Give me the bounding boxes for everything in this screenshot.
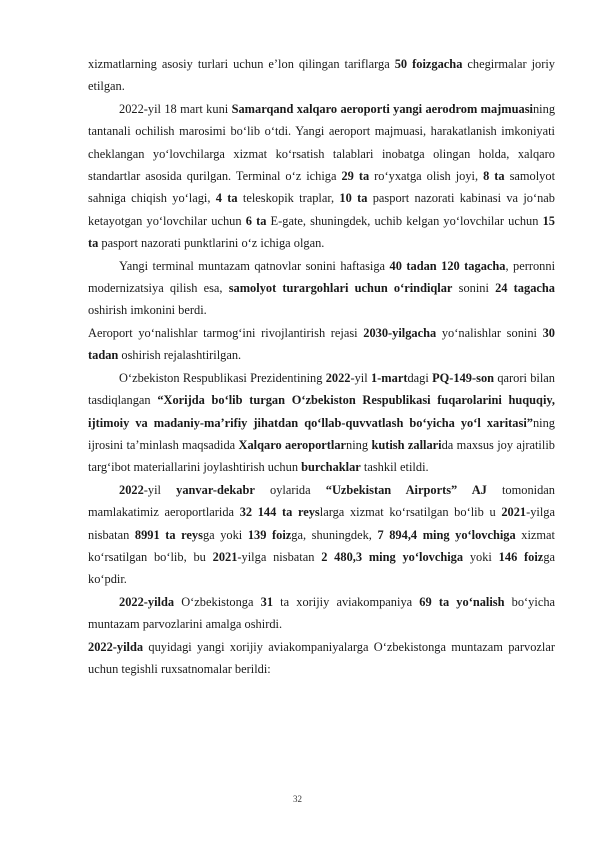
text-run: da maxsus joy ajratilib targ‘ibot materiallarini joylashtirish uchun [88,437,555,475]
bold-run: 4 ta [215,191,238,206]
bold-run: samolyot turargohlari uchun o‘rindiqlar [228,281,453,296]
text-run: pasport nazorati kabinasi va jo‘nab ketayotgan yo‘lovchilar uchun [88,191,555,228]
text-run: oshirish rejalashtirilgan. [118,348,242,363]
text-run: xizmatlarning asosiy turlari uchun e’lon qilingan tariflarga [88,57,395,71]
text-run: -yil [350,370,371,385]
document-body [88,53,555,680]
text-run: yoki [463,549,499,564]
bold-run: 1-mart [370,370,408,385]
text-run: , perronni modernizatsiya qilish esa, [88,258,556,296]
bold-run: 24 tagacha [495,281,555,296]
bold-run: 2021 [501,505,527,520]
text-run: ro‘yxatga olish joyi, [369,169,484,184]
bold-run: 32 144 ta reys [239,505,320,520]
bold-run: “Uzbekistan Airports” AJ [325,482,487,497]
bold-run: 40 tadan 120 tagacha [389,258,506,273]
bold-run: 6 ta [245,213,267,228]
text-run: sonini [452,281,496,296]
bold-run: 2022-yilda [119,594,175,609]
page-number: 32 [293,794,302,804]
text-run: ga, shuningdek, [291,527,378,542]
text-run: xizmat ko‘rsatilgan bo‘lib, bu [88,527,556,564]
text-run: oshirish imkonini berdi. [88,303,207,318]
bold-run: 2021 [212,549,238,564]
text-run: -yil [143,482,177,497]
text-run: O‘zbekistonga [174,594,261,609]
paragraph [88,367,555,479]
text-run: teleskopik traplar, [237,191,340,206]
bold-run: 29 ta [341,169,370,184]
text-run: oylarida [254,482,326,497]
text-run: E-gate, shuningdek, uchib kelgan yo‘lovchilar uchun [266,213,543,228]
paragraph [88,636,555,681]
paragraph [88,479,555,591]
bold-run: 10 ta [339,191,368,206]
text-run: Yangi terminal muntazam qatnovlar sonini haftasiga [119,258,390,273]
text-run: Aeroport yo‘nalishlar tarmog‘ini rivojlantirish rejasi [88,325,364,340]
text-run: yo‘nalishlar sonini [436,325,543,340]
text-run: ta xorijiy aviakompaniya [273,594,420,609]
bold-run: PQ-149-son [432,370,495,385]
bold-run: 2 480,3 ming yo‘lovchiga [321,549,464,564]
text-run: dagi [407,370,433,385]
bold-run: Xalqaro aeroportlar [238,437,347,452]
paragraph [88,591,555,636]
text-run: chegirmalar joriy etilgan. [88,57,555,94]
text-run: ning [346,437,372,452]
text-run: ga yoki [202,527,248,542]
text-run: pasport nazorati punktlarini o‘z ichiga olgan. [98,236,325,251]
bold-run: “Xorijda bo‘lib turgan O‘zbekiston Respublikasi fuqarolarini huquqiy, ijtimoiy va madaniy-ma’rifiy jihatdan qo‘llab-quvvatlash bo‘yicha yo‘l xaritasi” [88,393,555,430]
bold-run: 8 ta [483,169,505,184]
paragraph [88,255,555,322]
bold-run: 50 foizgacha [394,57,463,71]
bold-run: Samarqand xalqaro aeroporti yangi aerodrom majmuasi [231,101,533,116]
bold-run: 146 foiz [498,549,544,564]
bold-run: 30 tadan [88,325,555,363]
text-run: -yilga nisbatan [237,549,322,564]
bold-run: 8991 ta reys [134,527,203,542]
text-run: 2022-yil 18 mart kuni [119,101,232,116]
bold-run: 69 ta yo‘nalish [419,594,505,609]
text-run: tomonidan mamlakatimiz aeroportlarida [88,482,555,520]
bold-run: kutish zallari [371,437,442,452]
text-run: ga ko‘pdir. [88,549,556,587]
paragraph [88,98,555,255]
bold-run: 139 foiz [247,527,292,542]
text-run: -yilga nisbatan [88,505,555,542]
text-run: ning tantanali ochilish marosimi bo‘lib o‘tdi. Yangi aeroport majmuasi, harakatlanish imkoniyati cheklangan yo‘lovchilarga xizmat ko‘rsatish talablari inobatga olingan holda, xalqaro standartlar asosida qurilgan. Terminal o‘z ichiga [88,101,556,184]
bold-run: 2030-yilgacha [363,325,437,340]
text-run: ning ijrosini ta’minlash maqsadida [88,415,555,452]
text-run: bo‘yicha muntazam parvozlarini amalga oshirdi. [88,594,556,632]
bold-run: 2022 [325,370,351,385]
paragraph [88,322,555,367]
text-run: qarori bilan tasdiqlangan [88,370,555,408]
text-run: larga xizmat ko‘rsatilgan bo‘lib u [319,505,502,520]
text-run: tashkil etildi. [360,460,429,475]
bold-run: 31 [260,594,274,609]
text-run: O‘zbekiston Respublikasi Prezidentining [119,370,326,385]
text-run: quyidagi yangi xorijiy aviakompaniyalarga O‘zbekistonga muntazam parvozlar uchun tegishli ruxsatnomalar berildi: [88,639,555,676]
bold-run: burchaklar [301,460,361,475]
paragraph [88,53,555,98]
bold-run: 2022 [119,482,144,497]
text-run: samolyot sahniga chiqish yo‘lagi, [88,169,556,206]
bold-run: 2022-yilda [88,639,144,654]
bold-run: yanvar-dekabr [176,482,255,497]
bold-run: 15 ta [88,213,555,251]
bold-run: 7 894,4 ming yo‘lovchiga [377,527,516,542]
